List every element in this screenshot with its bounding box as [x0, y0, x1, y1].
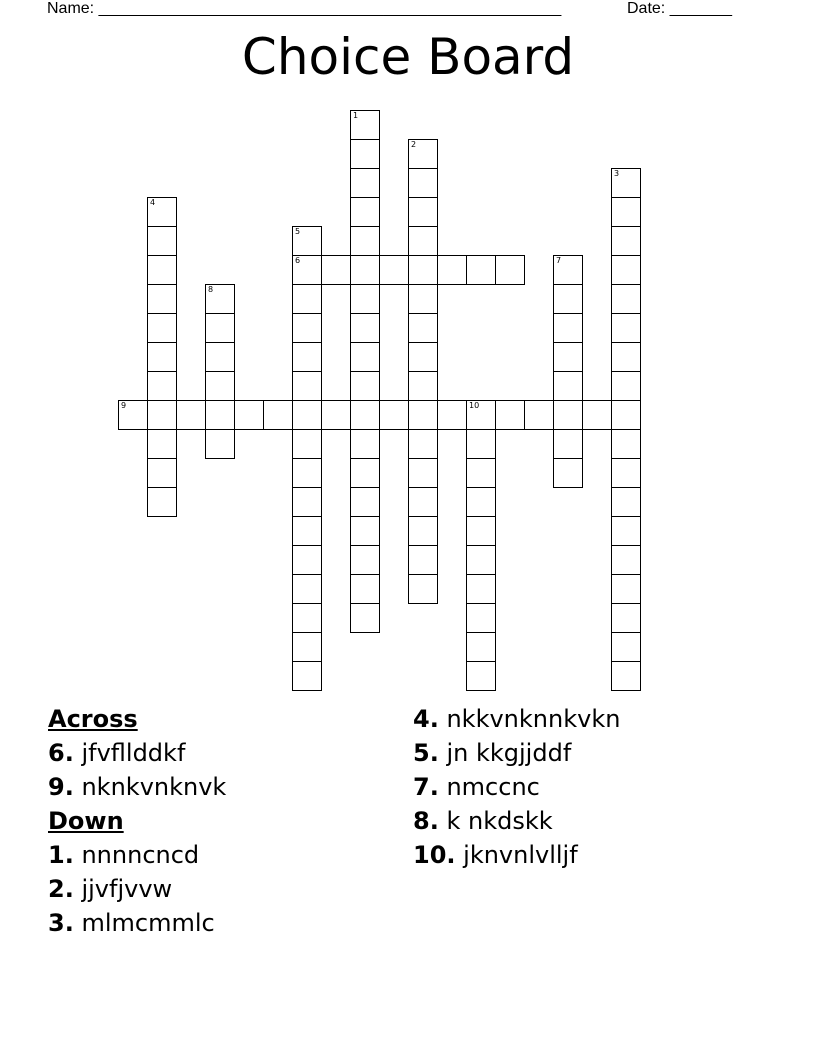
clue-number-label: 4 [150, 198, 156, 207]
grid-cell[interactable] [466, 429, 496, 459]
clue-down-10 [413, 838, 620, 872]
grid-cell[interactable] [437, 255, 467, 285]
grid-cell[interactable] [466, 574, 496, 604]
grid-cell[interactable] [553, 371, 583, 401]
grid-cell[interactable] [582, 400, 612, 430]
grid-cell[interactable] [350, 545, 380, 575]
grid-cell[interactable] [611, 632, 641, 662]
grid-cell[interactable] [611, 661, 641, 691]
grid-cell[interactable] [147, 429, 177, 459]
grid-cell[interactable] [466, 661, 496, 691]
clue-number-label: 3 [614, 169, 620, 178]
clue-number: 6. [48, 739, 74, 767]
grid-cell[interactable] [408, 458, 438, 488]
grid-cell[interactable] [350, 284, 380, 314]
grid-cell[interactable] [205, 371, 235, 401]
grid-cell[interactable] [553, 400, 583, 430]
grid-cell[interactable] [147, 458, 177, 488]
page-title: Choice Board [241, 28, 575, 86]
grid-cell[interactable] [611, 197, 641, 227]
clue-number: 5. [413, 739, 439, 767]
clues-right-column [413, 702, 620, 872]
grid-cell[interactable] [350, 516, 380, 546]
grid-cell[interactable] [611, 487, 641, 517]
grid-cell[interactable] [350, 139, 380, 169]
clue-down-4 [413, 702, 620, 736]
grid-cell[interactable] [292, 632, 322, 662]
grid-cell[interactable] [611, 603, 641, 633]
grid-cell[interactable] [611, 429, 641, 459]
grid-cell[interactable] [263, 400, 293, 430]
grid-cell[interactable] [292, 603, 322, 633]
grid-cell[interactable] [553, 284, 583, 314]
clue-down-2 [48, 872, 226, 906]
grid-cell[interactable] [292, 574, 322, 604]
grid-cell[interactable] [379, 400, 409, 430]
grid-cell[interactable] [553, 342, 583, 372]
grid-cell[interactable] [495, 255, 525, 285]
grid-cell[interactable] [205, 400, 235, 430]
grid-cell[interactable] [611, 284, 641, 314]
clue-number: 4. [413, 705, 439, 733]
grid-cell[interactable] [350, 197, 380, 227]
clue-text: mlmcmmlc [81, 909, 215, 937]
grid-cell[interactable] [611, 255, 641, 285]
grid-cell[interactable] [611, 168, 641, 198]
clue-text: nkkvnknnkvkn [446, 705, 621, 733]
grid-cell[interactable] [350, 168, 380, 198]
grid-cell[interactable] [292, 545, 322, 575]
clue-number: 9. [48, 773, 74, 801]
clue-down-1 [48, 838, 226, 872]
grid-cell[interactable] [292, 661, 322, 691]
grid-cell[interactable] [292, 371, 322, 401]
grid-cell[interactable] [466, 603, 496, 633]
grid-cell[interactable] [118, 400, 148, 430]
clue-number-label: 6 [295, 256, 301, 265]
grid-cell[interactable] [408, 487, 438, 517]
grid-cell[interactable] [292, 284, 322, 314]
grid-cell[interactable] [350, 458, 380, 488]
grid-cell[interactable] [408, 168, 438, 198]
grid-cell[interactable] [350, 110, 380, 140]
grid-cell[interactable] [147, 197, 177, 227]
grid-cell[interactable] [147, 371, 177, 401]
grid-cell[interactable] [292, 226, 322, 256]
clue-text: jfvfllddkf [81, 739, 186, 767]
grid-cell[interactable] [350, 226, 380, 256]
clue-across-9 [48, 770, 226, 804]
grid-cell[interactable] [611, 458, 641, 488]
grid-cell[interactable] [611, 516, 641, 546]
grid-cell[interactable] [611, 342, 641, 372]
name-field-label: Name: ____________________________________________________ [47, 0, 562, 17]
clue-across-6 [48, 736, 226, 770]
grid-cell[interactable] [176, 400, 206, 430]
grid-cell[interactable] [437, 400, 467, 430]
grid-cell[interactable] [292, 255, 322, 285]
grid-cell[interactable] [408, 574, 438, 604]
clue-number-label: 10 [469, 401, 480, 410]
grid-cell[interactable] [408, 429, 438, 459]
grid-cell[interactable] [408, 197, 438, 227]
grid-cell[interactable] [408, 371, 438, 401]
clue-text: nknkvnknvk [81, 773, 227, 801]
grid-cell[interactable] [350, 400, 380, 430]
clue-text: nnnncncd [81, 841, 200, 869]
clue-number-label: 7 [556, 256, 562, 265]
clue-down-8 [413, 804, 620, 838]
grid-cell[interactable] [611, 226, 641, 256]
grid-cell[interactable] [408, 545, 438, 575]
grid-cell[interactable] [292, 313, 322, 343]
grid-cell[interactable] [408, 516, 438, 546]
grid-cell[interactable] [147, 284, 177, 314]
grid-cell[interactable] [466, 545, 496, 575]
grid-cell[interactable] [205, 429, 235, 459]
grid-cell[interactable] [321, 400, 351, 430]
grid-cell[interactable] [350, 487, 380, 517]
grid-cell[interactable] [611, 545, 641, 575]
grid-cell[interactable] [553, 458, 583, 488]
grid-cell[interactable] [553, 429, 583, 459]
grid-cell[interactable] [408, 400, 438, 430]
grid-cell[interactable] [292, 487, 322, 517]
grid-cell[interactable] [611, 574, 641, 604]
across-heading: Across [48, 705, 138, 733]
grid-cell[interactable] [466, 487, 496, 517]
clue-text: nmccnc [446, 773, 540, 801]
clue-number: 1. [48, 841, 74, 869]
grid-cell[interactable] [205, 313, 235, 343]
date-field-label: Date: _______ [627, 0, 732, 17]
grid-cell[interactable] [495, 400, 525, 430]
grid-cell[interactable] [292, 516, 322, 546]
grid-cell[interactable] [321, 255, 351, 285]
grid-cell[interactable] [350, 603, 380, 633]
grid-cell[interactable] [205, 342, 235, 372]
clue-text: jjvfjvvw [81, 875, 173, 903]
grid-cell[interactable] [553, 255, 583, 285]
clue-number-label: 1 [353, 111, 359, 120]
grid-cell[interactable] [379, 255, 409, 285]
clue-number-label: 2 [411, 140, 417, 149]
grid-cell[interactable] [350, 429, 380, 459]
grid-cell[interactable] [350, 371, 380, 401]
clues-left-column [48, 702, 226, 940]
clue-number: 10. [413, 841, 456, 869]
grid-cell[interactable] [466, 516, 496, 546]
clue-number-label: 5 [295, 227, 301, 236]
grid-cell[interactable] [292, 342, 322, 372]
clue-text: jn kkgjjddf [446, 739, 572, 767]
grid-cell[interactable] [611, 400, 641, 430]
grid-cell[interactable] [408, 139, 438, 169]
grid-cell[interactable] [524, 400, 554, 430]
grid-cell[interactable] [466, 458, 496, 488]
clue-down-3 [48, 906, 226, 940]
grid-cell[interactable] [205, 284, 235, 314]
grid-cell[interactable] [147, 487, 177, 517]
grid-cell[interactable] [147, 342, 177, 372]
grid-cell[interactable] [408, 284, 438, 314]
clue-text: k nkdskk [446, 807, 553, 835]
grid-cell[interactable] [350, 574, 380, 604]
grid-cell[interactable] [292, 429, 322, 459]
down-heading: Down [48, 807, 124, 835]
grid-cell[interactable] [408, 342, 438, 372]
grid-cell[interactable] [466, 400, 496, 430]
grid-cell[interactable] [350, 313, 380, 343]
clue-number-label: 8 [208, 285, 214, 294]
grid-cell[interactable] [147, 400, 177, 430]
clue-number: 7. [413, 773, 439, 801]
grid-cell[interactable] [350, 342, 380, 372]
grid-cell[interactable] [611, 313, 641, 343]
grid-cell[interactable] [292, 400, 322, 430]
grid-cell[interactable] [147, 226, 177, 256]
clue-text: jknvnlvlljf [463, 841, 578, 869]
grid-cell[interactable] [350, 255, 380, 285]
grid-cell[interactable] [611, 371, 641, 401]
grid-cell[interactable] [408, 255, 438, 285]
clue-down-7 [413, 770, 620, 804]
clue-number: 8. [413, 807, 439, 835]
clue-number-label: 9 [121, 401, 127, 410]
grid-cell[interactable] [234, 400, 264, 430]
grid-cell[interactable] [147, 255, 177, 285]
clue-number: 2. [48, 875, 74, 903]
grid-cell[interactable] [408, 226, 438, 256]
grid-cell[interactable] [292, 458, 322, 488]
grid-cell[interactable] [408, 313, 438, 343]
grid-cell[interactable] [466, 255, 496, 285]
grid-cell[interactable] [553, 313, 583, 343]
clue-down-5 [413, 736, 620, 770]
grid-cell[interactable] [466, 632, 496, 662]
clue-number: 3. [48, 909, 74, 937]
grid-cell[interactable] [147, 313, 177, 343]
